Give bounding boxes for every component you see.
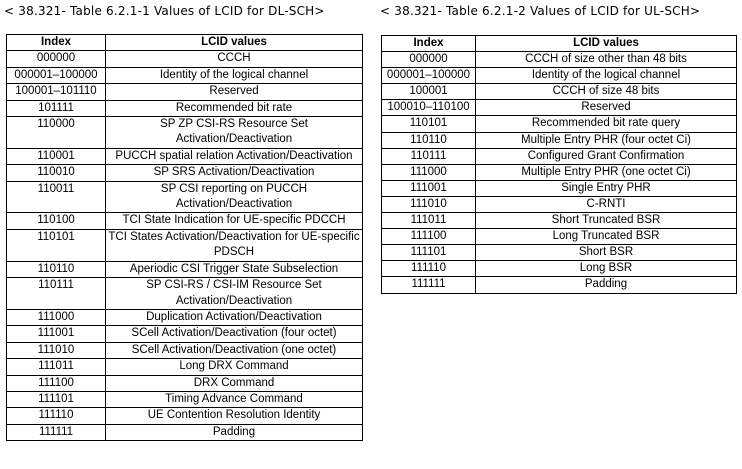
dl-row-index: 110010	[7, 165, 106, 181]
dl-row-lcid-value: SCell Activation/Deactivation (one octet)	[106, 342, 363, 358]
dl-table-row	[7, 229, 363, 261]
dl-row-lcid-value: TCI States Activation/Deactivation for UE-specific PDSCH	[106, 229, 363, 261]
ul-row-index: 111001	[382, 180, 476, 196]
ul-row-index: 110110	[382, 132, 476, 148]
ul-row-index: 100010–110100	[382, 100, 476, 116]
ul-table-row	[382, 229, 737, 245]
dl-table-row	[7, 100, 363, 116]
dl-row-lcid-value: Aperiodic CSI Trigger State Subselection	[106, 261, 363, 277]
ul-row-index: 111101	[382, 245, 476, 261]
ul-row-index: 111000	[382, 164, 476, 180]
dl-table-row	[7, 181, 363, 213]
ul-table-row	[382, 245, 737, 261]
dl-row-index: 101111	[7, 100, 106, 116]
dl-row-index: 110111	[7, 278, 106, 310]
dl-row-index: 111100	[7, 375, 106, 391]
ul-table-row	[382, 68, 737, 84]
dl-table-row	[7, 342, 363, 358]
dl-row-lcid-value: SP CSI reporting on PUCCH Activation/Deactivation	[106, 181, 363, 213]
dl-table-row	[7, 375, 363, 391]
ul-header-row	[382, 36, 737, 52]
dl-row-lcid-value: Padding	[106, 424, 363, 440]
dl-row-lcid-value: Identity of the logical channel	[106, 67, 363, 83]
ul-row-lcid-value: Reserved	[476, 100, 737, 116]
ul-table-row	[382, 213, 737, 229]
dl-header-row	[7, 35, 363, 51]
ul-table-row	[382, 277, 737, 293]
dl-row-lcid-value: TCI State Indication for UE-specific PDCCH	[106, 213, 363, 229]
dl-row-lcid-value: SP ZP CSI-RS Resource Set Activation/Deactivation	[106, 117, 363, 149]
dl-row-index: 000000	[7, 51, 106, 67]
dl-row-index: 110000	[7, 117, 106, 149]
dl-row-index: 110001	[7, 148, 106, 164]
dl-row-index: 110100	[7, 213, 106, 229]
dl-table-row	[7, 117, 363, 149]
ul-row-lcid-value: Single Entry PHR	[476, 180, 737, 196]
ul-row-lcid-value: Short BSR	[476, 245, 737, 261]
ul-row-index: 111010	[382, 196, 476, 212]
dl-table-row	[7, 326, 363, 342]
dl-header-index: Index	[7, 35, 106, 51]
ul-row-index: 111111	[382, 277, 476, 293]
ul-table-row	[382, 132, 737, 148]
ul-row-lcid-value: Multiple Entry PHR (one octet Ci)	[476, 164, 737, 180]
dl-row-lcid-value: Timing Advance Command	[106, 391, 363, 407]
ul-row-lcid-value: CCCH of size other than 48 bits	[476, 52, 737, 68]
dl-row-index: 111001	[7, 326, 106, 342]
ul-table-row	[382, 116, 737, 132]
ul-table-row	[382, 196, 737, 212]
ul-row-index: 111110	[382, 261, 476, 277]
dl-table-row	[7, 67, 363, 83]
ul-table-row	[382, 100, 737, 116]
dl-row-index: 111011	[7, 359, 106, 375]
dl-row-index: 100001–101110	[7, 84, 106, 100]
ul-row-index: 110101	[382, 116, 476, 132]
dl-row-index: 110101	[7, 229, 106, 261]
dl-row-lcid-value: CCCH	[106, 51, 363, 67]
ul-row-index: 110111	[382, 148, 476, 164]
ul-row-index: 100001	[382, 84, 476, 100]
dl-table-row	[7, 408, 363, 424]
dl-row-lcid-value: Recommended bit rate	[106, 100, 363, 116]
dl-table-row	[7, 84, 363, 100]
ul-row-lcid-value: C-RNTI	[476, 196, 737, 212]
ul-table-row	[382, 261, 737, 277]
ul-header-lcid-values: LCID values	[476, 36, 737, 52]
ul-row-lcid-value: Long Truncated BSR	[476, 229, 737, 245]
dl-table-row	[7, 391, 363, 407]
ul-table-row	[382, 52, 737, 68]
dl-row-index: 110011	[7, 181, 106, 213]
dl-table-row	[7, 165, 363, 181]
ul-table-row	[382, 148, 737, 164]
ul-table-row	[382, 84, 737, 100]
ul-row-lcid-value: CCCH of size 48 bits	[476, 84, 737, 100]
ul-row-index: 111100	[382, 229, 476, 245]
ul-sch-lcid-table	[381, 35, 737, 294]
dl-row-index: 111010	[7, 342, 106, 358]
ul-table-row	[382, 180, 737, 196]
dl-row-index: 000001–100000	[7, 67, 106, 83]
dl-table-row	[7, 424, 363, 440]
dl-row-lcid-value: SP SRS Activation/Deactivation	[106, 165, 363, 181]
dl-table-row	[7, 278, 363, 310]
ul-header-index: Index	[382, 36, 476, 52]
dl-row-index: 111110	[7, 408, 106, 424]
ul-row-lcid-value: Multiple Entry PHR (four octet Ci)	[476, 132, 737, 148]
ul-row-lcid-value: Recommended bit rate query	[476, 116, 737, 132]
ul-row-lcid-value: Short Truncated BSR	[476, 213, 737, 229]
dl-row-index: 110110	[7, 261, 106, 277]
dl-table-row	[7, 261, 363, 277]
dl-row-lcid-value: SCell Activation/Deactivation (four octet)	[106, 326, 363, 342]
dl-table-row	[7, 213, 363, 229]
ul-row-lcid-value: Configured Grant Confirmation	[476, 148, 737, 164]
dl-row-lcid-value: UE Contention Resolution Identity	[106, 408, 363, 424]
dl-row-index: 111101	[7, 391, 106, 407]
ul-table-caption: < 38.321- Table 6.2.1-2 Values of LCID for UL-SCH>	[380, 4, 701, 18]
dl-sch-lcid-table	[6, 34, 363, 441]
ul-row-index: 111011	[382, 213, 476, 229]
ul-row-lcid-value: Long BSR	[476, 261, 737, 277]
ul-table-row	[382, 164, 737, 180]
ul-row-lcid-value: Padding	[476, 277, 737, 293]
dl-row-lcid-value: Duplication Activation/Deactivation	[106, 309, 363, 325]
ul-row-lcid-value: Identity of the logical channel	[476, 68, 737, 84]
dl-row-lcid-value: PUCCH spatial relation Activation/Deactivation	[106, 148, 363, 164]
dl-table-row	[7, 51, 363, 67]
dl-row-index: 111000	[7, 309, 106, 325]
dl-table-caption: < 38.321- Table 6.2.1-1 Values of LCID for DL-SCH>	[4, 4, 325, 18]
ul-row-index: 000001–100000	[382, 68, 476, 84]
dl-table-row	[7, 359, 363, 375]
dl-table-row	[7, 148, 363, 164]
ul-row-index: 000000	[382, 52, 476, 68]
dl-row-index: 111111	[7, 424, 106, 440]
dl-row-lcid-value: Long DRX Command	[106, 359, 363, 375]
dl-header-lcid-values: LCID values	[106, 35, 363, 51]
dl-row-lcid-value: SP CSI-RS / CSI-IM Resource Set Activation/Deactivation	[106, 278, 363, 310]
dl-table-row	[7, 309, 363, 325]
dl-row-lcid-value: DRX Command	[106, 375, 363, 391]
dl-row-lcid-value: Reserved	[106, 84, 363, 100]
